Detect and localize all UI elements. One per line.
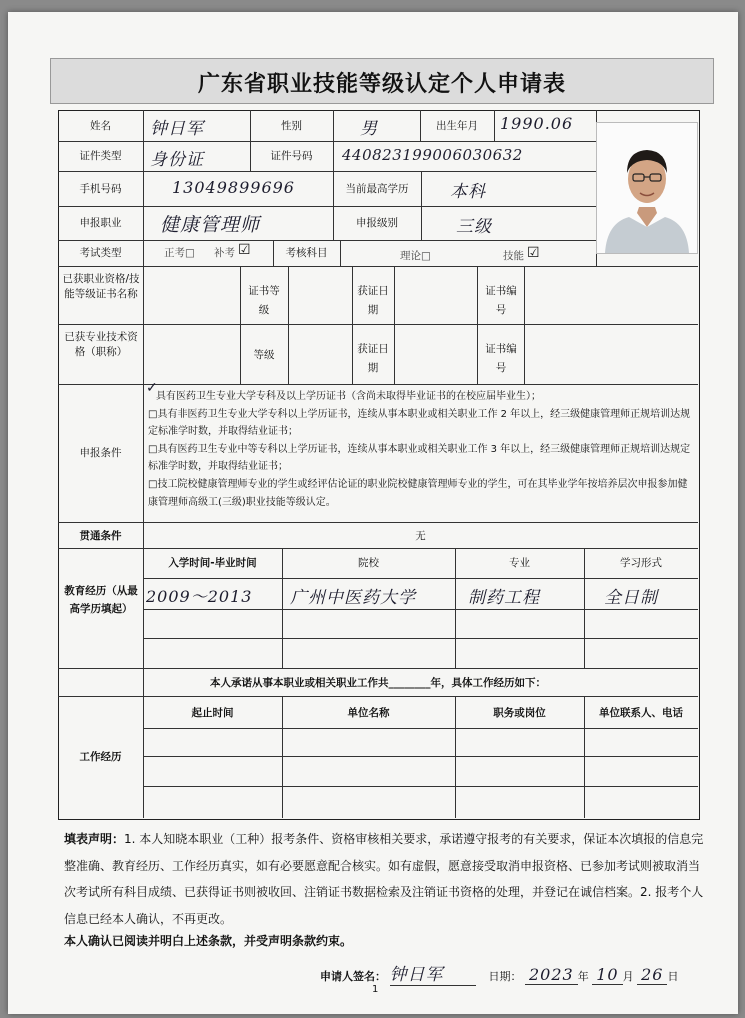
birth-value[interactable]: 1990.06 xyxy=(500,114,574,133)
row-divider xyxy=(58,171,596,172)
gender-value[interactable]: 男 xyxy=(360,119,378,139)
edu-header-period: 入学时间-毕业时间 xyxy=(168,557,257,569)
row-divider xyxy=(143,609,698,610)
cert-level-label: 证书等级 xyxy=(248,285,280,316)
row-divider xyxy=(58,668,698,669)
condition-item[interactable]: □具有医药卫生专业中等专科以上学历证书，连续从事本职业或相关职业工作 3 年以上，经三级健康管理师正规培训达规定标准学时数，并取得结业证书； xyxy=(148,443,691,473)
edu-value[interactable]: 本科 xyxy=(450,182,486,202)
work-label: 工作经历 xyxy=(79,751,122,763)
col-divider xyxy=(288,266,289,384)
edu-major-value[interactable]: 制药工程 xyxy=(468,588,540,608)
condition-item[interactable]: 具有医药卫生专业大学专科及以上学历证书（含尚未取得毕业证书的在校应届毕业生）； xyxy=(156,391,541,402)
work-header-period: 起止时间 xyxy=(191,707,234,719)
exam-type-label: 考试类型 xyxy=(79,247,122,259)
option-regular-exam[interactable]: 正考□ xyxy=(164,247,195,259)
skill-checkbox[interactable]: ☑ xyxy=(527,245,540,261)
title-level-label: 等级 xyxy=(253,349,275,361)
work-header-employer: 单位名称 xyxy=(347,707,390,719)
education-label: 教育经历（从最高学历填起） xyxy=(64,585,138,615)
declaration-head: 填表声明： xyxy=(64,832,125,846)
row-divider xyxy=(143,786,698,787)
col-divider xyxy=(477,266,478,384)
option-skill[interactable]: 技能 xyxy=(503,250,524,262)
row-divider xyxy=(58,240,596,241)
page-title: 广东省职业技能等级认定个人申请表 xyxy=(197,72,566,97)
condition-item[interactable]: □具有非医药卫生专业大学专科以上学历证书，连续从事本职业或相关职业工作 2 年以上，经三级健康管理师正规培训达规定标准学时数，并取得结业证书； xyxy=(148,408,691,438)
through-value[interactable]: 无 xyxy=(415,530,426,542)
day-unit: 日 xyxy=(667,970,679,983)
month-unit: 月 xyxy=(622,970,634,983)
row-divider xyxy=(58,548,698,549)
title-no-label: 证书编号 xyxy=(485,343,517,374)
row-divider xyxy=(58,324,698,325)
job-value[interactable]: 健康管理师 xyxy=(160,214,261,236)
year-unit: 年 xyxy=(577,970,589,983)
row-divider xyxy=(58,522,698,523)
conditions-list xyxy=(148,388,696,511)
edu-label: 当前最高学历 xyxy=(345,183,409,195)
edu-period-value[interactable]: 2009～2013 xyxy=(146,587,253,606)
edu-form-value[interactable]: 全日制 xyxy=(604,588,658,608)
phone-value[interactable]: 13049899696 xyxy=(172,178,295,197)
portrait-image xyxy=(597,123,697,253)
title-bar xyxy=(50,58,714,104)
condition-item[interactable]: □技工院校健康管理师专业的学生或经评估论证的职业院校健康管理师专业的学生，可在其毕业学年按培养层次申报参加健康管理师高级工(三级)职业技能等级认定。 xyxy=(148,478,688,508)
row-divider xyxy=(143,728,698,729)
date-year[interactable]: 2023 xyxy=(525,965,578,985)
row-divider xyxy=(143,578,698,579)
date-month[interactable]: 10 xyxy=(592,965,622,985)
row-divider xyxy=(143,756,698,757)
col-divider xyxy=(524,266,525,384)
page-number: 1 xyxy=(372,984,379,995)
work-header-position: 职务或岗位 xyxy=(493,707,546,719)
signature-row xyxy=(320,960,678,986)
row-divider xyxy=(58,696,698,697)
option-makeup-exam[interactable]: 补考 xyxy=(214,247,235,259)
applicant-photo xyxy=(596,122,698,254)
col-divider xyxy=(240,266,241,384)
declaration-confirm: 本人确认已阅读并明白上述条款，并受声明条款约束。 xyxy=(64,934,353,948)
edu-header-form: 学习形式 xyxy=(620,557,662,569)
declaration xyxy=(64,826,704,932)
col-divider xyxy=(340,240,341,266)
gender-label: 性别 xyxy=(281,120,302,132)
title-cert-label: 已获专业技术资格（职称） xyxy=(64,331,138,358)
declaration-text: 1. 本人知晓本职业（工种）报考条件、资格审核相关要求，承诺遵守报考的有关要求，保证本次填报的信息完整准确、教育经历、工作经历真实，如有必要愿意配合核实。如有虚假，愿意接受取消申报资格、已参加考试则被取消当次考试所有科目成绩、已获得证书则被收回、注销证书数据检索及注销证书资格的处理，并登记在诚信档案。2. 报考个人信息已经本人确认，不再更改。 xyxy=(64,832,704,926)
row-divider xyxy=(58,266,698,267)
name-value[interactable]: 钟日军 xyxy=(150,119,204,139)
phone-label: 手机号码 xyxy=(79,183,122,195)
col-divider xyxy=(421,171,422,240)
signature-value[interactable]: 钟日军 xyxy=(390,960,476,986)
subject-label: 考核科目 xyxy=(285,247,328,259)
cert-no-label: 证书编号 xyxy=(485,285,517,316)
id-type-label: 证件类型 xyxy=(79,150,122,162)
level-label: 申报级别 xyxy=(356,217,398,229)
col-divider xyxy=(494,110,495,141)
signature-label: 申请人签名： xyxy=(320,970,386,983)
id-type-value[interactable]: 身份证 xyxy=(150,150,204,170)
edu-header-school: 院校 xyxy=(358,557,379,569)
date-day[interactable]: 26 xyxy=(637,965,667,985)
id-no-value[interactable]: 440823199006030632 xyxy=(342,146,523,164)
cert-date-label: 获证日期 xyxy=(357,285,389,316)
work-header-contact: 单位联系人、电话 xyxy=(599,707,683,719)
date-label: 日期： xyxy=(488,970,522,983)
row-divider xyxy=(58,206,596,207)
row-divider xyxy=(143,638,698,639)
makeup-checkbox[interactable]: ☑ xyxy=(238,242,251,258)
work-promise[interactable]: 本人承诺从事本职业或相关职业工作共________年，具体工作经历如下： xyxy=(210,677,546,689)
name-label: 姓名 xyxy=(90,120,111,132)
row-divider xyxy=(58,141,596,142)
id-no-label: 证件号码 xyxy=(270,150,313,162)
cert-name-label: 已获职业资格/技能等级证书名称 xyxy=(62,273,140,300)
level-value[interactable]: 三级 xyxy=(456,217,492,237)
option-theory[interactable]: 理论□ xyxy=(400,250,431,262)
condition-check-mark[interactable]: ✓ xyxy=(146,380,159,396)
birth-label: 出生年月 xyxy=(436,120,478,132)
job-label: 申报职业 xyxy=(79,217,122,229)
col-divider xyxy=(394,266,395,384)
col-divider xyxy=(352,266,353,384)
title-date-label: 获证日期 xyxy=(357,343,389,374)
conditions-label: 申报条件 xyxy=(79,447,122,459)
through-label: 贯通条件 xyxy=(79,530,122,542)
edu-header-major: 专业 xyxy=(509,557,530,569)
edu-school-value[interactable]: 广州中医药大学 xyxy=(290,588,416,608)
